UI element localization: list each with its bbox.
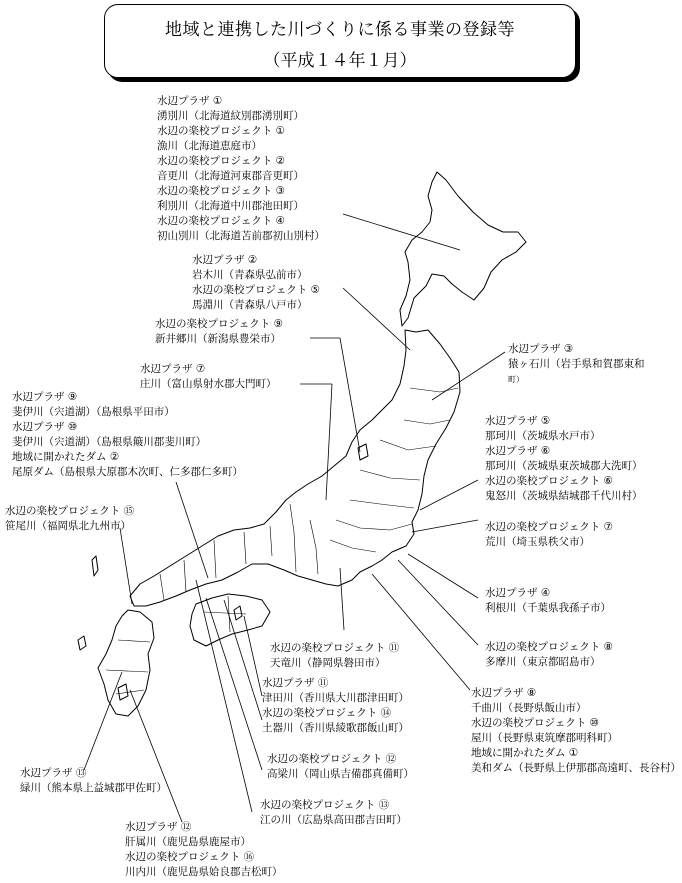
- labels-kumamoto: [20, 766, 167, 796]
- label-line: 水辺の楽校プロジェクト ④: [157, 215, 286, 227]
- label-line: 町）: [508, 375, 524, 384]
- label-line: 美和ダム（長野県上伊那郡高遠町、長谷村）: [471, 762, 681, 774]
- label-line: 那珂川（茨城県水戸市）: [485, 430, 601, 442]
- label-line: 水辺プラザ ⑦: [140, 363, 206, 375]
- label-line: 水辺プラザ ⑪: [262, 677, 329, 689]
- labels-ibaraki: [485, 414, 643, 504]
- label-line: 地域に開かれたダム ①: [471, 747, 579, 759]
- label-line: 水辺の楽校プロジェクト ⑦: [485, 521, 614, 533]
- label-line: 新井郷川（新潟県豊栄市）: [155, 333, 281, 345]
- label-line: 水辺プラザ ⑨: [12, 391, 78, 403]
- label-line: 水辺の楽校プロジェクト ①: [157, 125, 286, 137]
- label-line: 多摩川（東京都昭島市）: [485, 656, 601, 668]
- label-line: 笹尾川（福岡県北九州市）: [5, 520, 131, 532]
- label-line: 水辺プラザ ⑫: [125, 821, 192, 833]
- label-line: 川内川（鹿児島県姶良郡吉松町）: [125, 866, 283, 878]
- labels-aomori: [192, 253, 320, 313]
- kyushu-island: [98, 610, 154, 716]
- labels-shizuoka: [270, 641, 399, 671]
- labels-iwate: [508, 342, 645, 387]
- labels-kagoshima: [125, 820, 283, 880]
- label-line: 岩木川（青森県弘前市）: [192, 269, 308, 281]
- labels-niigata: [155, 317, 283, 347]
- map-title: 地域と連携した川づくりに係る事業の登録等: [165, 20, 515, 40]
- hokkaido-island: [400, 172, 526, 326]
- labels-chiba: [485, 586, 611, 616]
- label-line: 水辺の楽校プロジェクト ⑨: [155, 318, 284, 330]
- label-line: 初山別川（北海道苫前郡初山別村）: [157, 230, 325, 242]
- label-line: 津田川（香川県大川郡津田町）: [262, 692, 409, 704]
- label-line: 水辺の楽校プロジェクト ⑬: [260, 799, 390, 811]
- label-line: 水辺プラザ ⑥: [485, 445, 551, 457]
- label-line: 水辺の楽校プロジェクト ②: [157, 155, 286, 167]
- label-line: 地域に開かれたダム ②: [12, 451, 120, 463]
- label-line: 千曲川（長野県飯山市）: [471, 702, 587, 714]
- label-line: 音更川（北海道河東郡音更町）: [157, 170, 304, 182]
- label-line: 水辺プラザ ⑤: [485, 415, 551, 427]
- label-line: 土器川（香川県綾歌郡飯山町）: [262, 722, 409, 734]
- label-line: 利別川（北海道中川郡池田町）: [157, 200, 304, 212]
- label-line: 水辺の楽校プロジェクト ⑧: [485, 641, 614, 653]
- label-line: 水辺の楽校プロジェクト ⑫: [267, 753, 397, 765]
- label-line: 高梁川（岡山県吉備郡真備町）: [267, 768, 414, 780]
- label-line: 水辺プラザ ⑬: [20, 767, 87, 779]
- label-line: 斐伊川（宍道湖）（島根県簸川郡斐川町）: [12, 436, 207, 448]
- label-line: 緑川（熊本県上益城郡甲佐町）: [20, 782, 167, 794]
- label-line: 鬼怒川（茨城県結城郡千代川村）: [485, 490, 643, 502]
- labels-kagawa: [262, 676, 409, 736]
- label-line: 利根川（千葉県我孫子市）: [485, 602, 611, 614]
- label-line: 水辺プラザ ④: [485, 587, 551, 599]
- labels-toyama: [140, 362, 277, 392]
- label-line: 水辺の楽校プロジェクト ⑯: [125, 851, 255, 863]
- labels-tokyo: [485, 640, 613, 670]
- label-line: 漁川（北海道恵庭市）: [157, 140, 262, 152]
- label-line: 水辺の楽校プロジェクト ⑤: [192, 284, 321, 296]
- label-line: 水辺の楽校プロジェクト ⑮: [5, 505, 135, 517]
- labels-hokkaido: [157, 94, 325, 244]
- label-line: 屋川（長野県東筑摩郡明科町）: [471, 732, 618, 744]
- label-line: 水辺の楽校プロジェクト ⑥: [485, 475, 614, 487]
- label-line: 水辺の楽校プロジェクト ⑭: [262, 707, 392, 719]
- label-line: 水辺プラザ ②: [192, 254, 258, 266]
- goto-island: [78, 636, 86, 650]
- label-line: 水辺プラザ ③: [508, 343, 574, 355]
- label-line: 江の川（広島県高田郡吉田町）: [260, 814, 407, 826]
- label-line: 水辺の楽校プロジェクト ⑪: [270, 642, 400, 654]
- label-line: 斐伊川（宍道湖）（島根県平田市）: [12, 406, 175, 418]
- labels-okayama: [267, 752, 414, 782]
- label-line: 荒川（埼玉県秩父市）: [485, 536, 590, 548]
- label-line: 猿ヶ石川（岩手県和賀郡東和: [508, 358, 645, 370]
- label-line: 水辺の楽校プロジェクト ③: [157, 185, 286, 197]
- map-subtitle: （平成１４年１月）: [263, 51, 417, 71]
- labels-fukuoka: [5, 504, 134, 534]
- label-line: 馬淵川（青森県八戸市）: [192, 299, 308, 311]
- labels-nagano: [471, 686, 681, 776]
- label-line: 水辺プラザ ⑩: [12, 421, 78, 433]
- label-line: 那珂川（茨城県東茨城郡大洗町）: [485, 460, 643, 472]
- label-line: 庄川（富山県射水郡大門町）: [140, 378, 277, 390]
- label-line: 水辺プラザ ①: [157, 95, 223, 107]
- label-line: 肝属川（鹿児島県鹿屋市）: [125, 836, 251, 848]
- tsushima-island: [92, 556, 98, 576]
- label-line: 水辺の楽校プロジェクト ⑩: [471, 717, 600, 729]
- labels-saitama: [485, 520, 613, 550]
- label-line: 天竜川（静岡県磐田市）: [270, 657, 386, 669]
- label-line: 尾原ダム（島根県大原郡木次町、仁多郡仁多町）: [12, 466, 243, 478]
- label-line: 湧別川（北海道紋別郡湧別町）: [157, 110, 304, 122]
- label-line: 水辺プラザ ⑧: [471, 687, 537, 699]
- labels-shimane: [12, 390, 243, 480]
